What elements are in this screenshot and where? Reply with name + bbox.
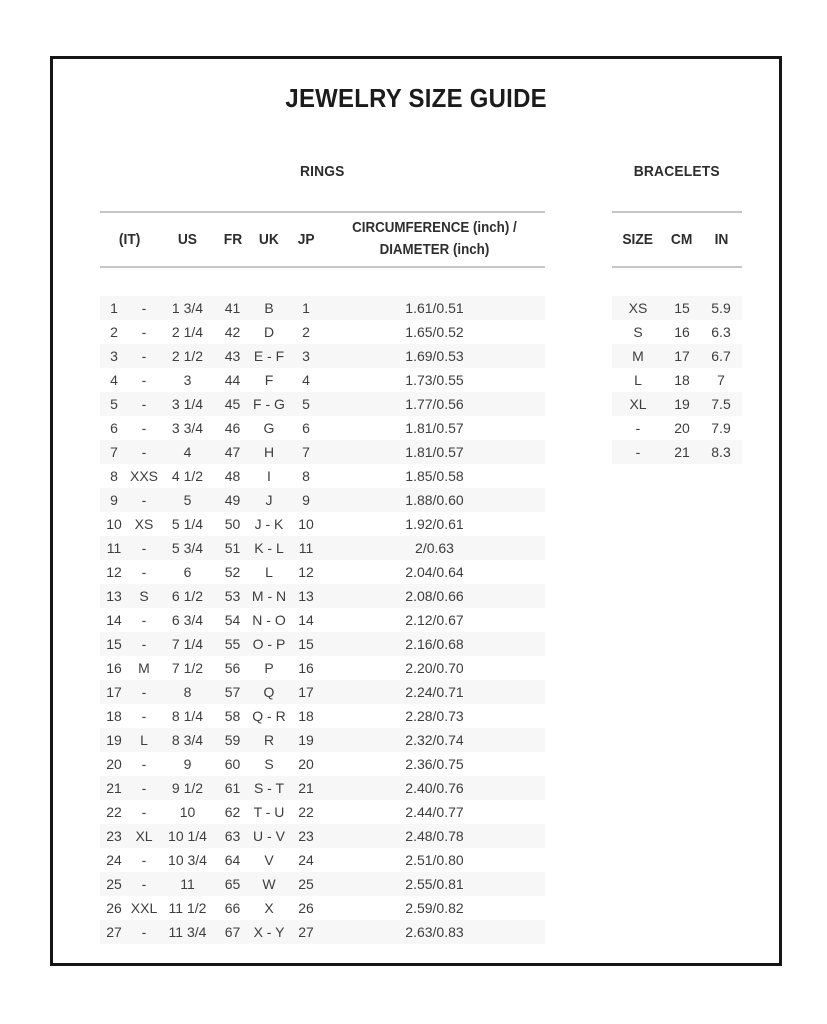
table-cell: 21 bbox=[298, 780, 314, 796]
table-cell: 1.88/0.60 bbox=[405, 492, 464, 508]
table-cell: 5 1/4 bbox=[171, 516, 204, 532]
table-cell: 18 bbox=[106, 708, 122, 724]
table-row bbox=[100, 608, 545, 632]
table-cell: 2.40/0.76 bbox=[405, 780, 464, 796]
page-title bbox=[50, 83, 782, 114]
table-row bbox=[100, 560, 545, 584]
table-cell: 14 bbox=[106, 612, 122, 628]
table-cell: 41 bbox=[224, 300, 241, 316]
table-cell: - bbox=[141, 300, 147, 316]
table-cell: 23 bbox=[106, 828, 122, 844]
rings-table-body bbox=[100, 296, 545, 944]
table-cell: U - V bbox=[253, 828, 285, 844]
table-cell: F - G bbox=[253, 396, 285, 412]
table-cell: 19 bbox=[674, 396, 690, 412]
bracelets-col-cm: CM bbox=[671, 231, 693, 248]
table-cell: 11 bbox=[180, 876, 195, 892]
table-cell: - bbox=[141, 324, 147, 340]
table-cell: 24 bbox=[106, 852, 122, 868]
table-cell: 2.48/0.78 bbox=[405, 828, 464, 844]
table-cell: 2/0.63 bbox=[415, 540, 454, 556]
table-cell: 1.85/0.58 bbox=[405, 468, 464, 484]
table-cell: 7 1/2 bbox=[171, 660, 204, 676]
table-cell: 17 bbox=[106, 684, 122, 700]
table-cell: 8 bbox=[302, 468, 310, 484]
table-cell: 8 bbox=[110, 468, 118, 484]
table-cell: 46 bbox=[224, 420, 241, 436]
table-cell: 5 bbox=[110, 396, 118, 412]
table-cell: 4 bbox=[302, 372, 310, 388]
table-cell: 14 bbox=[298, 612, 314, 628]
table-cell: 6.7 bbox=[711, 348, 731, 364]
table-cell: 1 3/4 bbox=[171, 300, 204, 316]
table-cell: 7.5 bbox=[711, 396, 731, 412]
table-row bbox=[100, 896, 545, 920]
table-cell: 51 bbox=[224, 540, 241, 556]
table-cell: XS bbox=[134, 516, 154, 532]
table-cell: 43 bbox=[224, 348, 241, 364]
rings-col-circumference: CIRCUMFERENCE (inch) / DIAMETER (inch) bbox=[352, 220, 517, 258]
table-cell: 21 bbox=[106, 780, 122, 796]
table-cell: M bbox=[138, 660, 150, 676]
table-cell: 2.59/0.82 bbox=[405, 900, 464, 916]
table-cell: 15 bbox=[106, 636, 122, 652]
table-cell: 18 bbox=[298, 708, 314, 724]
table-cell: 1 bbox=[302, 300, 310, 316]
table-row bbox=[100, 536, 545, 560]
table-cell: XS bbox=[628, 300, 648, 316]
table-cell: 11 bbox=[298, 540, 314, 556]
table-cell: - bbox=[141, 756, 147, 772]
table-cell: T - U bbox=[253, 804, 285, 820]
table-cell: 5 bbox=[183, 492, 192, 508]
table-cell: 12 bbox=[106, 564, 122, 580]
table-cell: 6 bbox=[183, 564, 192, 580]
table-cell: - bbox=[635, 420, 641, 436]
rings-col-fr: FR bbox=[223, 231, 242, 248]
table-cell: XL bbox=[629, 396, 647, 412]
bracelets-col-size: SIZE bbox=[622, 231, 654, 248]
table-cell: - bbox=[141, 684, 147, 700]
table-cell: 10 bbox=[179, 804, 196, 820]
bracelets-table-header bbox=[612, 211, 742, 268]
table-row bbox=[100, 344, 545, 368]
table-cell: 1.81/0.57 bbox=[405, 444, 464, 460]
table-cell: 7 bbox=[717, 372, 725, 388]
table-cell: 1.77/0.56 bbox=[405, 396, 464, 412]
table-cell: - bbox=[141, 540, 147, 556]
table-cell: 2.51/0.80 bbox=[405, 852, 464, 868]
table-cell: 17 bbox=[674, 348, 690, 364]
table-cell: 62 bbox=[224, 804, 241, 820]
table-cell: B bbox=[264, 300, 274, 316]
table-cell: 59 bbox=[224, 732, 241, 748]
table-row bbox=[100, 512, 545, 536]
table-row bbox=[612, 296, 742, 320]
table-cell: 5 3/4 bbox=[171, 540, 204, 556]
bracelets-heading bbox=[612, 163, 742, 180]
table-cell: M bbox=[632, 348, 644, 364]
table-cell: 1.73/0.55 bbox=[405, 372, 464, 388]
table-cell: 8 3/4 bbox=[171, 732, 204, 748]
table-cell: 26 bbox=[106, 900, 122, 916]
table-row bbox=[100, 392, 545, 416]
table-cell: 53 bbox=[224, 588, 241, 604]
table-cell: 4 bbox=[110, 372, 118, 388]
table-row bbox=[100, 776, 545, 800]
table-row bbox=[100, 800, 545, 824]
table-cell: 7.9 bbox=[711, 420, 731, 436]
table-cell: 16 bbox=[106, 660, 122, 676]
table-row bbox=[100, 920, 545, 944]
table-row bbox=[100, 440, 545, 464]
rings-heading-text: RINGS bbox=[300, 163, 345, 180]
table-cell: - bbox=[141, 372, 147, 388]
table-cell: 11 bbox=[106, 540, 122, 556]
table-row bbox=[612, 344, 742, 368]
table-cell: D bbox=[263, 324, 275, 340]
table-cell: 16 bbox=[674, 324, 690, 340]
table-cell: - bbox=[141, 396, 147, 412]
table-cell: 55 bbox=[224, 636, 241, 652]
table-cell: S bbox=[633, 324, 643, 340]
table-cell: 45 bbox=[224, 396, 241, 412]
table-cell: O - P bbox=[252, 636, 286, 652]
table-cell: 2.32/0.74 bbox=[405, 732, 464, 748]
table-cell: 3 bbox=[110, 348, 118, 364]
table-row bbox=[100, 704, 545, 728]
table-cell: 12 bbox=[298, 564, 314, 580]
rings-heading bbox=[100, 163, 545, 180]
table-cell: 21 bbox=[674, 444, 690, 460]
table-cell: 42 bbox=[224, 324, 241, 340]
bracelets-table bbox=[612, 296, 742, 464]
table-cell: 2.20/0.70 bbox=[405, 660, 464, 676]
table-cell: 25 bbox=[106, 876, 122, 892]
table-row bbox=[612, 368, 742, 392]
table-row bbox=[612, 416, 742, 440]
table-row bbox=[100, 728, 545, 752]
table-cell: 22 bbox=[106, 804, 122, 820]
table-cell: 47 bbox=[224, 444, 241, 460]
table-row bbox=[612, 392, 742, 416]
table-cell: 2.28/0.73 bbox=[405, 708, 464, 724]
table-cell: 10 bbox=[298, 516, 314, 532]
table-cell: 22 bbox=[298, 804, 314, 820]
table-cell: 9 bbox=[110, 492, 118, 508]
table-cell: 18 bbox=[674, 372, 690, 388]
table-cell: 23 bbox=[298, 828, 314, 844]
table-cell: 27 bbox=[106, 924, 122, 940]
table-cell: 15 bbox=[674, 300, 690, 316]
table-cell: 9 bbox=[302, 492, 310, 508]
table-cell: 9 1/2 bbox=[171, 780, 204, 796]
table-cell: M - N bbox=[251, 588, 287, 604]
table-cell: 20 bbox=[106, 756, 122, 772]
table-cell: 19 bbox=[298, 732, 314, 748]
table-row bbox=[100, 872, 545, 896]
table-cell: 7 bbox=[302, 444, 310, 460]
table-row bbox=[612, 440, 742, 464]
table-cell: S - T bbox=[253, 780, 285, 796]
table-cell: W bbox=[262, 876, 276, 892]
table-cell: - bbox=[141, 492, 147, 508]
table-cell: - bbox=[141, 564, 147, 580]
table-cell: - bbox=[141, 636, 147, 652]
table-row bbox=[100, 296, 545, 320]
table-cell: 8 bbox=[183, 684, 192, 700]
bracelets-table-body bbox=[612, 296, 742, 464]
table-cell: J - K bbox=[254, 516, 284, 532]
table-cell: 1.92/0.61 bbox=[405, 516, 464, 532]
table-cell: 8.3 bbox=[711, 444, 731, 460]
table-cell: Q - R bbox=[252, 708, 286, 724]
table-cell: - bbox=[141, 612, 147, 628]
table-cell: 20 bbox=[298, 756, 314, 772]
table-cell: 5.9 bbox=[711, 300, 731, 316]
table-cell: S bbox=[139, 588, 149, 604]
table-row bbox=[100, 680, 545, 704]
table-cell: 2.63/0.83 bbox=[405, 924, 464, 940]
table-cell: 65 bbox=[224, 876, 241, 892]
table-cell: 10 3/4 bbox=[168, 852, 207, 868]
table-row bbox=[100, 824, 545, 848]
table-cell: 6 bbox=[110, 420, 118, 436]
table-cell: XXL bbox=[130, 900, 158, 916]
table-cell: J bbox=[265, 492, 273, 508]
table-cell: 6.3 bbox=[711, 324, 731, 340]
table-cell: 3 bbox=[302, 348, 310, 364]
table-cell: I bbox=[267, 468, 271, 484]
table-cell: V bbox=[264, 852, 274, 868]
table-cell: 2.36/0.75 bbox=[405, 756, 464, 772]
table-cell: 1.61/0.51 bbox=[405, 300, 464, 316]
table-cell: 60 bbox=[224, 756, 241, 772]
table-cell: 2.04/0.64 bbox=[405, 564, 464, 580]
table-cell: 16 bbox=[298, 660, 314, 676]
table-cell: - bbox=[141, 420, 147, 436]
table-cell: G bbox=[263, 420, 275, 436]
table-cell: - bbox=[635, 444, 641, 460]
table-cell: 63 bbox=[224, 828, 241, 844]
table-cell: 2 1/2 bbox=[171, 348, 204, 364]
table-row bbox=[100, 320, 545, 344]
table-cell: - bbox=[141, 804, 147, 820]
table-row bbox=[100, 416, 545, 440]
table-cell: 7 bbox=[110, 444, 118, 460]
table-cell: 11 3/4 bbox=[168, 924, 207, 940]
table-cell: - bbox=[141, 876, 147, 892]
table-cell: - bbox=[141, 708, 147, 724]
table-cell: 2 1/4 bbox=[171, 324, 204, 340]
table-cell: L bbox=[634, 372, 642, 388]
rings-table-header bbox=[100, 211, 545, 268]
table-cell: 3 1/4 bbox=[171, 396, 204, 412]
table-cell: 8 1/4 bbox=[171, 708, 204, 724]
table-cell: 50 bbox=[224, 516, 241, 532]
table-cell: E - F bbox=[253, 348, 285, 364]
table-cell: 58 bbox=[224, 708, 241, 724]
table-row bbox=[100, 368, 545, 392]
table-cell: F bbox=[264, 372, 274, 388]
table-cell: 9 bbox=[183, 756, 192, 772]
page-title-text: JEWELRY SIZE GUIDE bbox=[285, 83, 547, 113]
table-cell: - bbox=[141, 348, 147, 364]
table-cell: 13 bbox=[106, 588, 122, 604]
table-cell: 2 bbox=[302, 324, 310, 340]
table-cell: 2.16/0.68 bbox=[405, 636, 464, 652]
table-cell: N - O bbox=[252, 612, 286, 628]
table-cell: 15 bbox=[298, 636, 314, 652]
table-cell: 10 bbox=[106, 516, 122, 532]
table-cell: 44 bbox=[224, 372, 241, 388]
table-cell: L bbox=[140, 732, 148, 748]
table-cell: 1.81/0.57 bbox=[405, 420, 464, 436]
rings-col-uk: UK bbox=[259, 231, 279, 248]
table-cell: 66 bbox=[224, 900, 241, 916]
table-cell: 2 bbox=[110, 324, 118, 340]
table-row bbox=[100, 632, 545, 656]
table-cell: 10 1/4 bbox=[168, 828, 207, 844]
table-cell: 48 bbox=[224, 468, 241, 484]
table-cell: - bbox=[141, 852, 147, 868]
table-cell: 2.08/0.66 bbox=[405, 588, 464, 604]
table-cell: 24 bbox=[298, 852, 314, 868]
table-cell: 57 bbox=[224, 684, 241, 700]
table-cell: 2.24/0.71 bbox=[405, 684, 464, 700]
table-row bbox=[100, 464, 545, 488]
table-cell: 4 bbox=[183, 444, 192, 460]
table-cell: 4 1/2 bbox=[171, 468, 204, 484]
table-cell: 6 bbox=[302, 420, 310, 436]
table-cell: 61 bbox=[224, 780, 241, 796]
table-cell: 1.69/0.53 bbox=[405, 348, 464, 364]
table-cell: 52 bbox=[224, 564, 241, 580]
table-cell: 1.65/0.52 bbox=[405, 324, 464, 340]
table-cell: 1 bbox=[110, 300, 118, 316]
rings-col-us: US bbox=[177, 231, 198, 248]
table-cell: 49 bbox=[224, 492, 241, 508]
table-cell: X bbox=[264, 900, 274, 916]
bracelets-col-in: IN bbox=[714, 231, 728, 248]
table-cell: 2.55/0.81 bbox=[405, 876, 464, 892]
table-cell: 19 bbox=[106, 732, 122, 748]
table-row bbox=[100, 584, 545, 608]
table-cell: Q bbox=[263, 684, 275, 700]
table-cell: 64 bbox=[224, 852, 241, 868]
rings-col-it: (IT) bbox=[119, 231, 141, 248]
table-cell: 13 bbox=[298, 588, 314, 604]
rings-table bbox=[100, 296, 545, 944]
table-cell: 20 bbox=[674, 420, 690, 436]
table-cell: X - Y bbox=[253, 924, 285, 940]
table-cell: 2.44/0.77 bbox=[405, 804, 464, 820]
table-cell: 17 bbox=[298, 684, 314, 700]
table-cell: - bbox=[141, 924, 147, 940]
table-cell: XL bbox=[135, 828, 153, 844]
table-cell: 25 bbox=[298, 876, 314, 892]
table-row bbox=[612, 320, 742, 344]
table-cell: 67 bbox=[224, 924, 241, 940]
table-cell: L bbox=[265, 564, 273, 580]
table-cell: 11 1/2 bbox=[168, 900, 207, 916]
table-cell: 54 bbox=[224, 612, 241, 628]
table-cell: R bbox=[263, 732, 275, 748]
table-cell: P bbox=[264, 660, 274, 676]
table-cell: 6 1/2 bbox=[171, 588, 204, 604]
table-cell: 27 bbox=[298, 924, 314, 940]
table-cell: 3 3/4 bbox=[171, 420, 204, 436]
table-row bbox=[100, 656, 545, 680]
table-cell: 56 bbox=[224, 660, 241, 676]
table-cell: 26 bbox=[298, 900, 314, 916]
table-cell: - bbox=[141, 780, 147, 796]
table-cell: S bbox=[264, 756, 274, 772]
table-row bbox=[100, 488, 545, 512]
rings-col-jp: JP bbox=[297, 231, 315, 248]
table-cell: 5 bbox=[302, 396, 310, 412]
table-row bbox=[100, 848, 545, 872]
table-cell: H bbox=[263, 444, 275, 460]
table-cell: 3 bbox=[183, 372, 192, 388]
table-cell: - bbox=[141, 444, 147, 460]
table-cell: 2.12/0.67 bbox=[405, 612, 464, 628]
table-cell: 7 1/4 bbox=[171, 636, 204, 652]
table-cell: XXS bbox=[129, 468, 158, 484]
table-row bbox=[100, 752, 545, 776]
table-cell: K - L bbox=[254, 540, 284, 556]
bracelets-heading-text: BRACELETS bbox=[633, 163, 720, 180]
table-cell: 6 3/4 bbox=[171, 612, 204, 628]
